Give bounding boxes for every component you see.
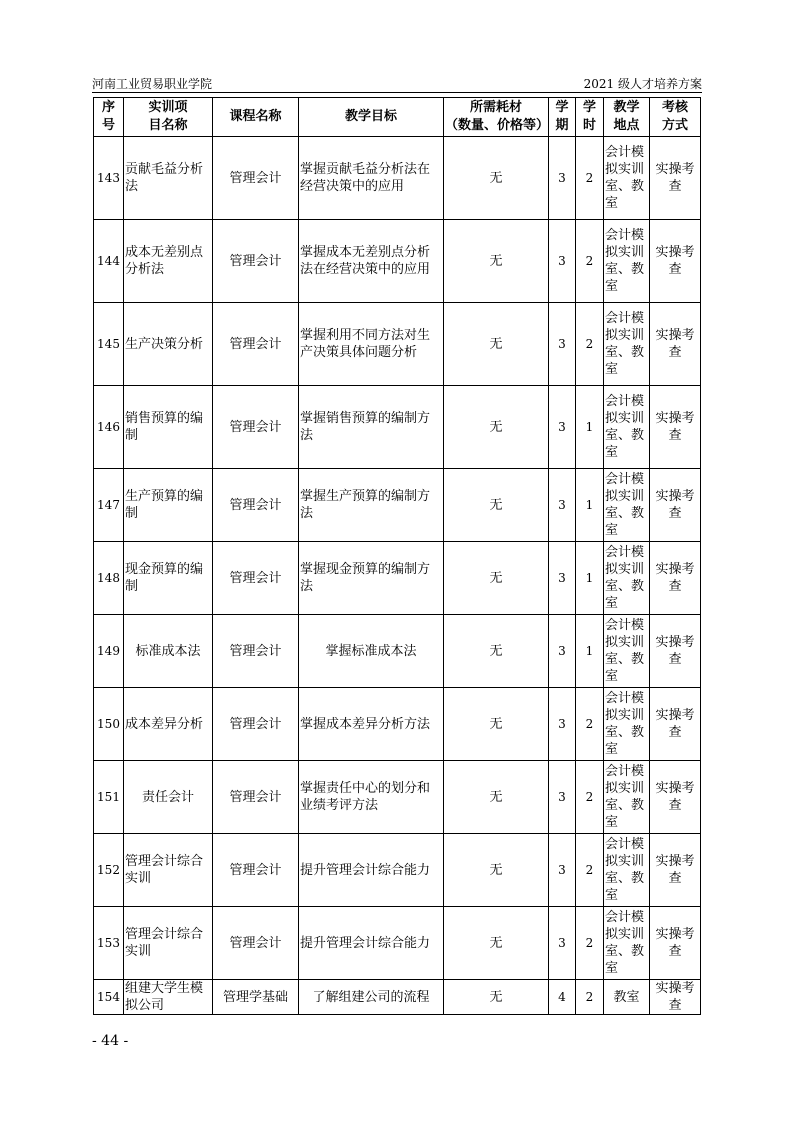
header-num: 序 号	[94, 98, 124, 137]
header-materials: 所需耗材 （数量、价格等）	[444, 98, 549, 137]
header-location: 教学 地点	[604, 98, 650, 137]
row-num: 145	[94, 303, 124, 386]
header-exam: 考核 方式	[650, 98, 701, 137]
row-semester: 3	[549, 386, 576, 469]
row-exam: 实操考查	[650, 834, 701, 907]
row-name: 销售预算的编制	[124, 386, 213, 469]
row-location: 会计模拟实训室、教室	[604, 220, 650, 303]
row-exam: 实操考查	[650, 980, 701, 1015]
row-exam: 实操考查	[650, 220, 701, 303]
table-header-row	[94, 98, 701, 137]
row-hours: 1	[576, 615, 604, 688]
row-semester: 3	[549, 542, 576, 615]
row-course: 管理会计	[213, 220, 299, 303]
row-course: 管理会计	[213, 469, 299, 542]
row-hours: 2	[576, 220, 604, 303]
row-goal: 掌握成本差异分析方法	[299, 688, 444, 761]
row-semester: 3	[549, 615, 576, 688]
page-number: - 44 -	[92, 1033, 129, 1049]
row-name: 管理会计综合实训	[124, 834, 213, 907]
row-semester: 3	[549, 137, 576, 220]
row-location: 会计模拟实训室、教室	[604, 386, 650, 469]
row-course: 管理学基础	[213, 980, 299, 1015]
row-course: 管理会计	[213, 386, 299, 469]
table-row	[94, 834, 701, 907]
row-num: 153	[94, 907, 124, 980]
row-hours: 2	[576, 137, 604, 220]
row-exam: 实操考查	[650, 688, 701, 761]
row-location: 会计模拟实训室、教室	[604, 907, 650, 980]
row-exam: 实操考查	[650, 303, 701, 386]
row-hours: 2	[576, 834, 604, 907]
row-location: 会计模拟实训室、教室	[604, 469, 650, 542]
row-goal: 掌握标准成本法	[299, 615, 444, 688]
row-exam: 实操考查	[650, 907, 701, 980]
row-name: 贡献毛益分析法	[124, 137, 213, 220]
header-goal: 教学目标	[299, 98, 444, 137]
row-materials: 无	[444, 615, 549, 688]
row-semester: 3	[549, 469, 576, 542]
row-exam: 实操考查	[650, 386, 701, 469]
row-materials: 无	[444, 386, 549, 469]
row-goal: 掌握成本无差别点分析法在经营决策中的应用	[299, 220, 444, 303]
row-goal: 掌握生产预算的编制方法	[299, 469, 444, 542]
table-row	[94, 137, 701, 220]
row-exam: 实操考查	[650, 615, 701, 688]
row-hours: 2	[576, 688, 604, 761]
row-semester: 3	[549, 761, 576, 834]
table-row	[94, 220, 701, 303]
table-row	[94, 980, 701, 1015]
page-header	[92, 72, 702, 93]
row-exam: 实操考查	[650, 542, 701, 615]
row-course: 管理会计	[213, 542, 299, 615]
row-course: 管理会计	[213, 137, 299, 220]
row-location: 会计模拟实训室、教室	[604, 615, 650, 688]
row-hours: 2	[576, 761, 604, 834]
row-exam: 实操考查	[650, 761, 701, 834]
row-goal: 了解组建公司的流程	[299, 980, 444, 1015]
training-projects-table	[93, 97, 701, 1015]
header-name: 实训项 目名称	[124, 98, 213, 137]
row-hours: 2	[576, 907, 604, 980]
row-semester: 3	[549, 834, 576, 907]
row-goal: 掌握利用不同方法对生产决策具体问题分析	[299, 303, 444, 386]
row-materials: 无	[444, 980, 549, 1015]
row-semester: 4	[549, 980, 576, 1015]
row-name: 管理会计综合实训	[124, 907, 213, 980]
row-materials: 无	[444, 542, 549, 615]
row-name: 成本无差别点分析法	[124, 220, 213, 303]
row-num: 147	[94, 469, 124, 542]
header-hours: 学 时	[576, 98, 604, 137]
header-semester: 学 期	[549, 98, 576, 137]
row-course: 管理会计	[213, 761, 299, 834]
row-num: 154	[94, 980, 124, 1015]
row-name: 生产预算的编制	[124, 469, 213, 542]
table-row	[94, 615, 701, 688]
table-row	[94, 761, 701, 834]
table-row	[94, 303, 701, 386]
row-hours: 1	[576, 542, 604, 615]
row-num: 152	[94, 834, 124, 907]
row-materials: 无	[444, 469, 549, 542]
row-exam: 实操考查	[650, 469, 701, 542]
row-num: 151	[94, 761, 124, 834]
table-row	[94, 907, 701, 980]
row-materials: 无	[444, 137, 549, 220]
row-name: 生产决策分析	[124, 303, 213, 386]
row-hours: 2	[576, 980, 604, 1015]
row-hours: 1	[576, 469, 604, 542]
row-name: 责任会计	[124, 761, 213, 834]
row-materials: 无	[444, 688, 549, 761]
row-num: 149	[94, 615, 124, 688]
table-row	[94, 688, 701, 761]
row-hours: 2	[576, 303, 604, 386]
row-course: 管理会计	[213, 907, 299, 980]
row-location: 教室	[604, 980, 650, 1015]
row-name: 标准成本法	[124, 615, 213, 688]
row-num: 143	[94, 137, 124, 220]
row-name: 组建大学生模拟公司	[124, 980, 213, 1015]
table-row	[94, 469, 701, 542]
row-semester: 3	[549, 907, 576, 980]
header-document-title: 2021 级人才培养方案	[583, 77, 702, 91]
row-hours: 1	[576, 386, 604, 469]
row-materials: 无	[444, 834, 549, 907]
table-row	[94, 542, 701, 615]
row-location: 会计模拟实训室、教室	[604, 688, 650, 761]
row-course: 管理会计	[213, 615, 299, 688]
row-goal: 掌握销售预算的编制方法	[299, 386, 444, 469]
row-course: 管理会计	[213, 834, 299, 907]
row-semester: 3	[549, 688, 576, 761]
row-location: 会计模拟实训室、教室	[604, 137, 650, 220]
row-location: 会计模拟实训室、教室	[604, 303, 650, 386]
row-materials: 无	[444, 761, 549, 834]
row-materials: 无	[444, 303, 549, 386]
row-location: 会计模拟实训室、教室	[604, 834, 650, 907]
row-goal: 提升管理会计综合能力	[299, 834, 444, 907]
row-num: 144	[94, 220, 124, 303]
row-course: 管理会计	[213, 688, 299, 761]
row-goal: 掌握责任中心的划分和业绩考评方法	[299, 761, 444, 834]
row-location: 会计模拟实训室、教室	[604, 761, 650, 834]
row-semester: 3	[549, 220, 576, 303]
row-name: 现金预算的编制	[124, 542, 213, 615]
row-materials: 无	[444, 907, 549, 980]
row-location: 会计模拟实训室、教室	[604, 542, 650, 615]
row-semester: 3	[549, 303, 576, 386]
header-course: 课程名称	[213, 98, 299, 137]
row-goal: 提升管理会计综合能力	[299, 907, 444, 980]
row-materials: 无	[444, 220, 549, 303]
row-course: 管理会计	[213, 303, 299, 386]
row-name: 成本差异分析	[124, 688, 213, 761]
row-goal: 掌握贡献毛益分析法在经营决策中的应用	[299, 137, 444, 220]
row-exam: 实操考查	[650, 137, 701, 220]
table-row	[94, 386, 701, 469]
row-num: 150	[94, 688, 124, 761]
header-institution: 河南工业贸易职业学院	[92, 77, 213, 91]
row-goal: 掌握现金预算的编制方法	[299, 542, 444, 615]
row-num: 146	[94, 386, 124, 469]
row-num: 148	[94, 542, 124, 615]
